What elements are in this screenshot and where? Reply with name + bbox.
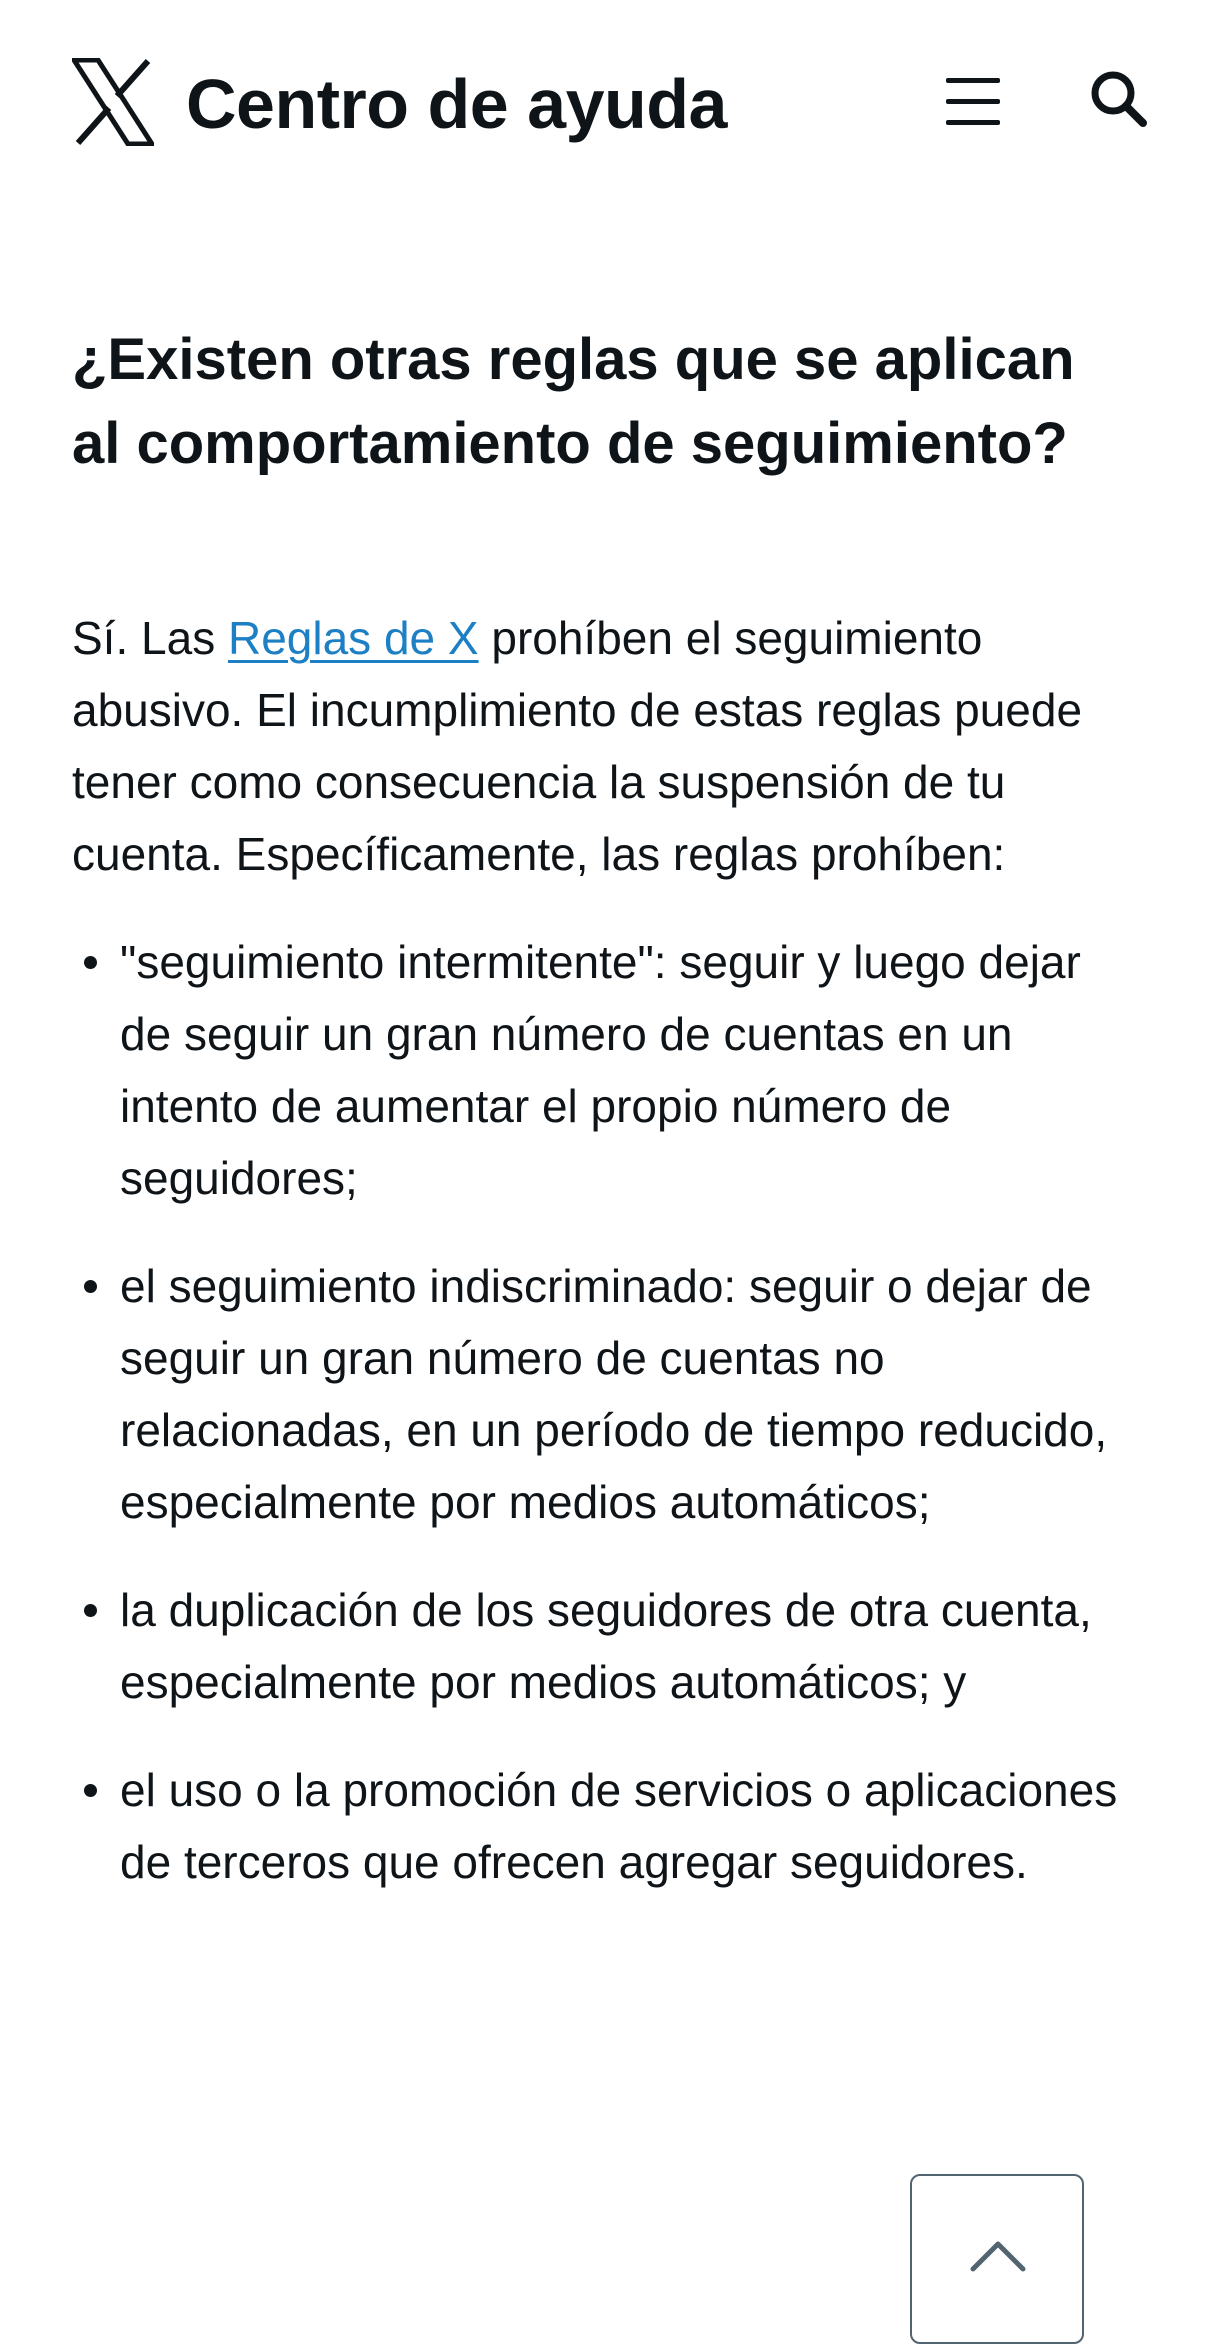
bullet-icon	[84, 1784, 97, 1797]
chevron-up-icon	[970, 2240, 1026, 2272]
hamburger-menu-icon[interactable]	[938, 70, 1008, 132]
list-item-text: el seguimiento indiscriminado: seguir o dejar de seguir un gran número de cuentas no relacionadas, en un período de tiempo reducido, especialmente por medios automáticos;	[120, 1260, 1108, 1528]
intro-text-end: prohíben el seguimiento abusivo. El incumplimiento de estas reglas puede tener como consecuencia la suspensión de tu cuenta. Específicamente, las reglas prohíben:	[72, 612, 1083, 880]
search-icon[interactable]	[1088, 68, 1150, 130]
article-intro	[72, 602, 1132, 890]
list-item	[72, 926, 1132, 1214]
x-logo-icon[interactable]	[72, 58, 154, 146]
list-item-text: la duplicación de los seguidores de otra cuenta, especialmente por medios automáticos; y	[120, 1584, 1092, 1708]
site-header	[0, 0, 1220, 200]
bullet-icon	[84, 956, 97, 969]
bullet-icon	[84, 1604, 97, 1617]
list-item-text: el uso o la promoción de servicios o aplicaciones de terceros que ofrecen agregar seguidores.	[120, 1764, 1118, 1888]
scroll-to-top-button[interactable]	[910, 2174, 1084, 2344]
list-item	[72, 1574, 1132, 1718]
list-item-text: "seguimiento intermitente": seguir y luego dejar de seguir un gran número de cuentas en un intento de aumentar el propio número de seguidores;	[120, 936, 1081, 1204]
bullet-icon	[84, 1280, 97, 1293]
intro-text-start: Sí. Las	[72, 612, 228, 664]
prohibited-behaviors-list	[72, 926, 1132, 1898]
list-item	[72, 1250, 1132, 1538]
site-title[interactable]: Centro de ayuda	[186, 65, 727, 143]
x-rules-link[interactable]: Reglas de X	[227, 612, 479, 664]
article-heading: ¿Existen otras reglas que se aplican al comportamiento de seguimiento?	[72, 327, 1075, 476]
list-item	[72, 1754, 1132, 1898]
article-body	[72, 318, 1132, 1934]
